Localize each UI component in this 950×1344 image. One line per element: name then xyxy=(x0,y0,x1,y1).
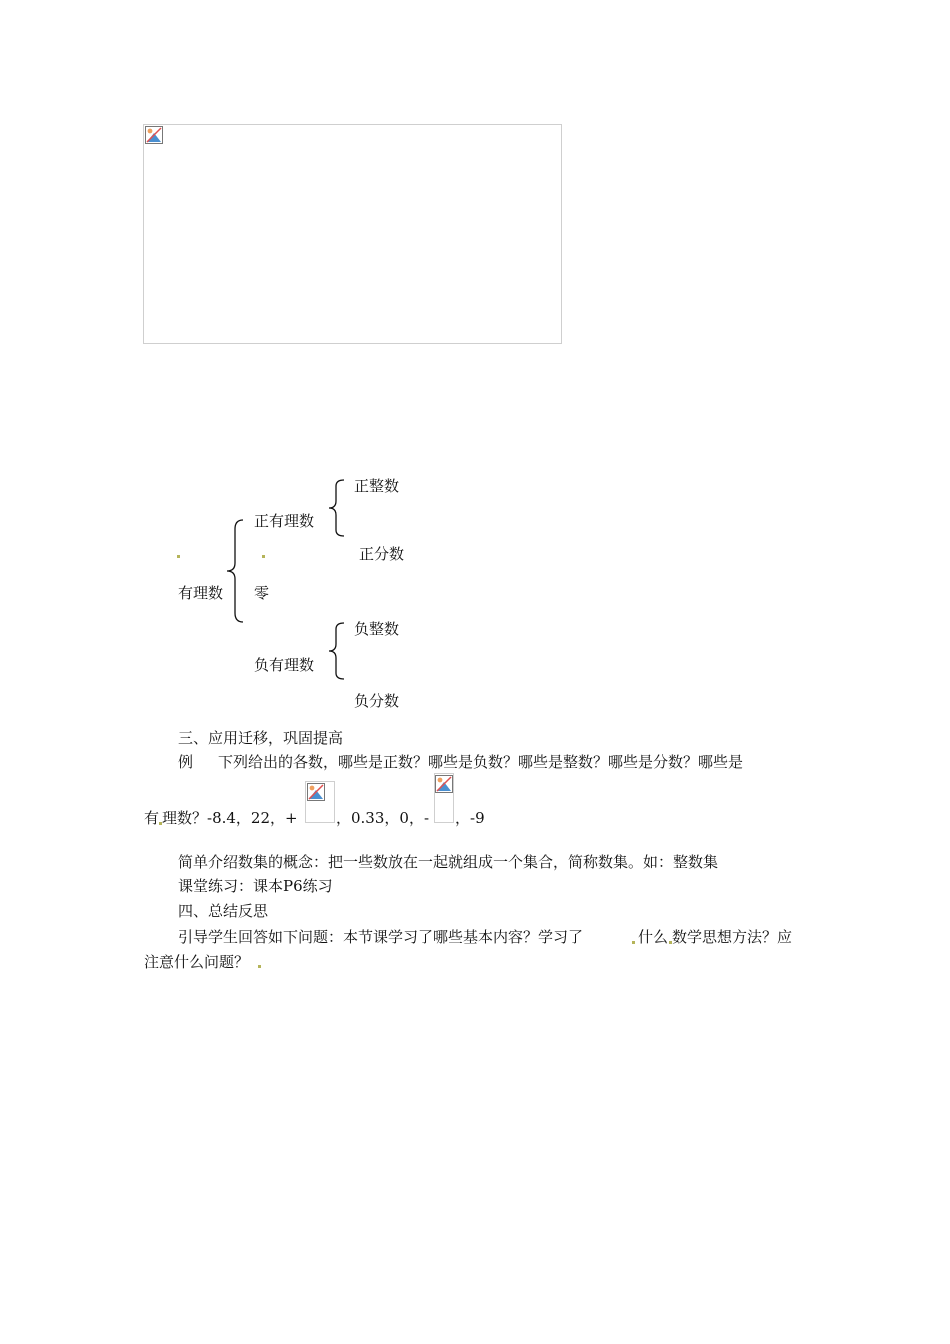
example-line-part: ，0.33，0，- xyxy=(336,809,430,827)
brace-negative xyxy=(326,622,346,680)
example-label: 例 xyxy=(178,753,194,771)
number-set-intro: 简单介绍数集的概念：把一些数放在一起就组成一个集合，简称数集。如：整数集 xyxy=(178,853,719,871)
artifact-dot xyxy=(258,965,261,968)
label-negative-rational: 负有理数 xyxy=(254,656,315,674)
section-3-heading: 三、应用迁移，巩固提高 xyxy=(178,729,344,747)
broken-image-icon xyxy=(307,783,325,801)
artifact-dot xyxy=(262,555,265,558)
example-line-part: 有 xyxy=(144,809,160,827)
brace-root xyxy=(225,519,245,623)
summary-line-part: 数学思想方法？应 xyxy=(672,928,793,946)
brace-positive xyxy=(326,479,346,537)
inline-image-placeholder xyxy=(434,773,454,823)
classroom-practice: 课堂练习：课本P6练习 xyxy=(178,877,333,895)
label-positive-integer: 正整数 xyxy=(354,477,400,495)
summary-line-part: 什么 xyxy=(638,928,669,946)
summary-line-2: 注意什么问题？ xyxy=(144,953,250,971)
label-rational-number: 有理数 xyxy=(178,584,224,602)
label-zero: 零 xyxy=(254,584,270,602)
example-line-part: ，-9 xyxy=(455,809,485,827)
section-4-heading: 四、总结反思 xyxy=(178,902,269,920)
summary-line-part: 引导学生回答如下问题：本节课学习了哪些基本内容？学习了 xyxy=(178,928,584,946)
broken-image-icon xyxy=(145,126,163,144)
label-positive-rational: 正有理数 xyxy=(254,512,315,530)
inline-image-placeholder xyxy=(305,781,335,823)
artifact-dot xyxy=(177,555,180,558)
example-question: 下列给出的各数，哪些是正数？哪些是负数？哪些是整数？哪些是分数？哪些是 xyxy=(218,753,744,771)
artifact-dot xyxy=(632,941,635,944)
label-negative-integer: 负整数 xyxy=(354,620,400,638)
image-placeholder-top xyxy=(143,124,562,344)
label-negative-fraction: 负分数 xyxy=(354,692,400,710)
example-line-part: 理数？-8.4，22，+ xyxy=(162,809,298,827)
broken-image-icon xyxy=(435,775,453,793)
label-positive-fraction: 正分数 xyxy=(359,545,405,563)
